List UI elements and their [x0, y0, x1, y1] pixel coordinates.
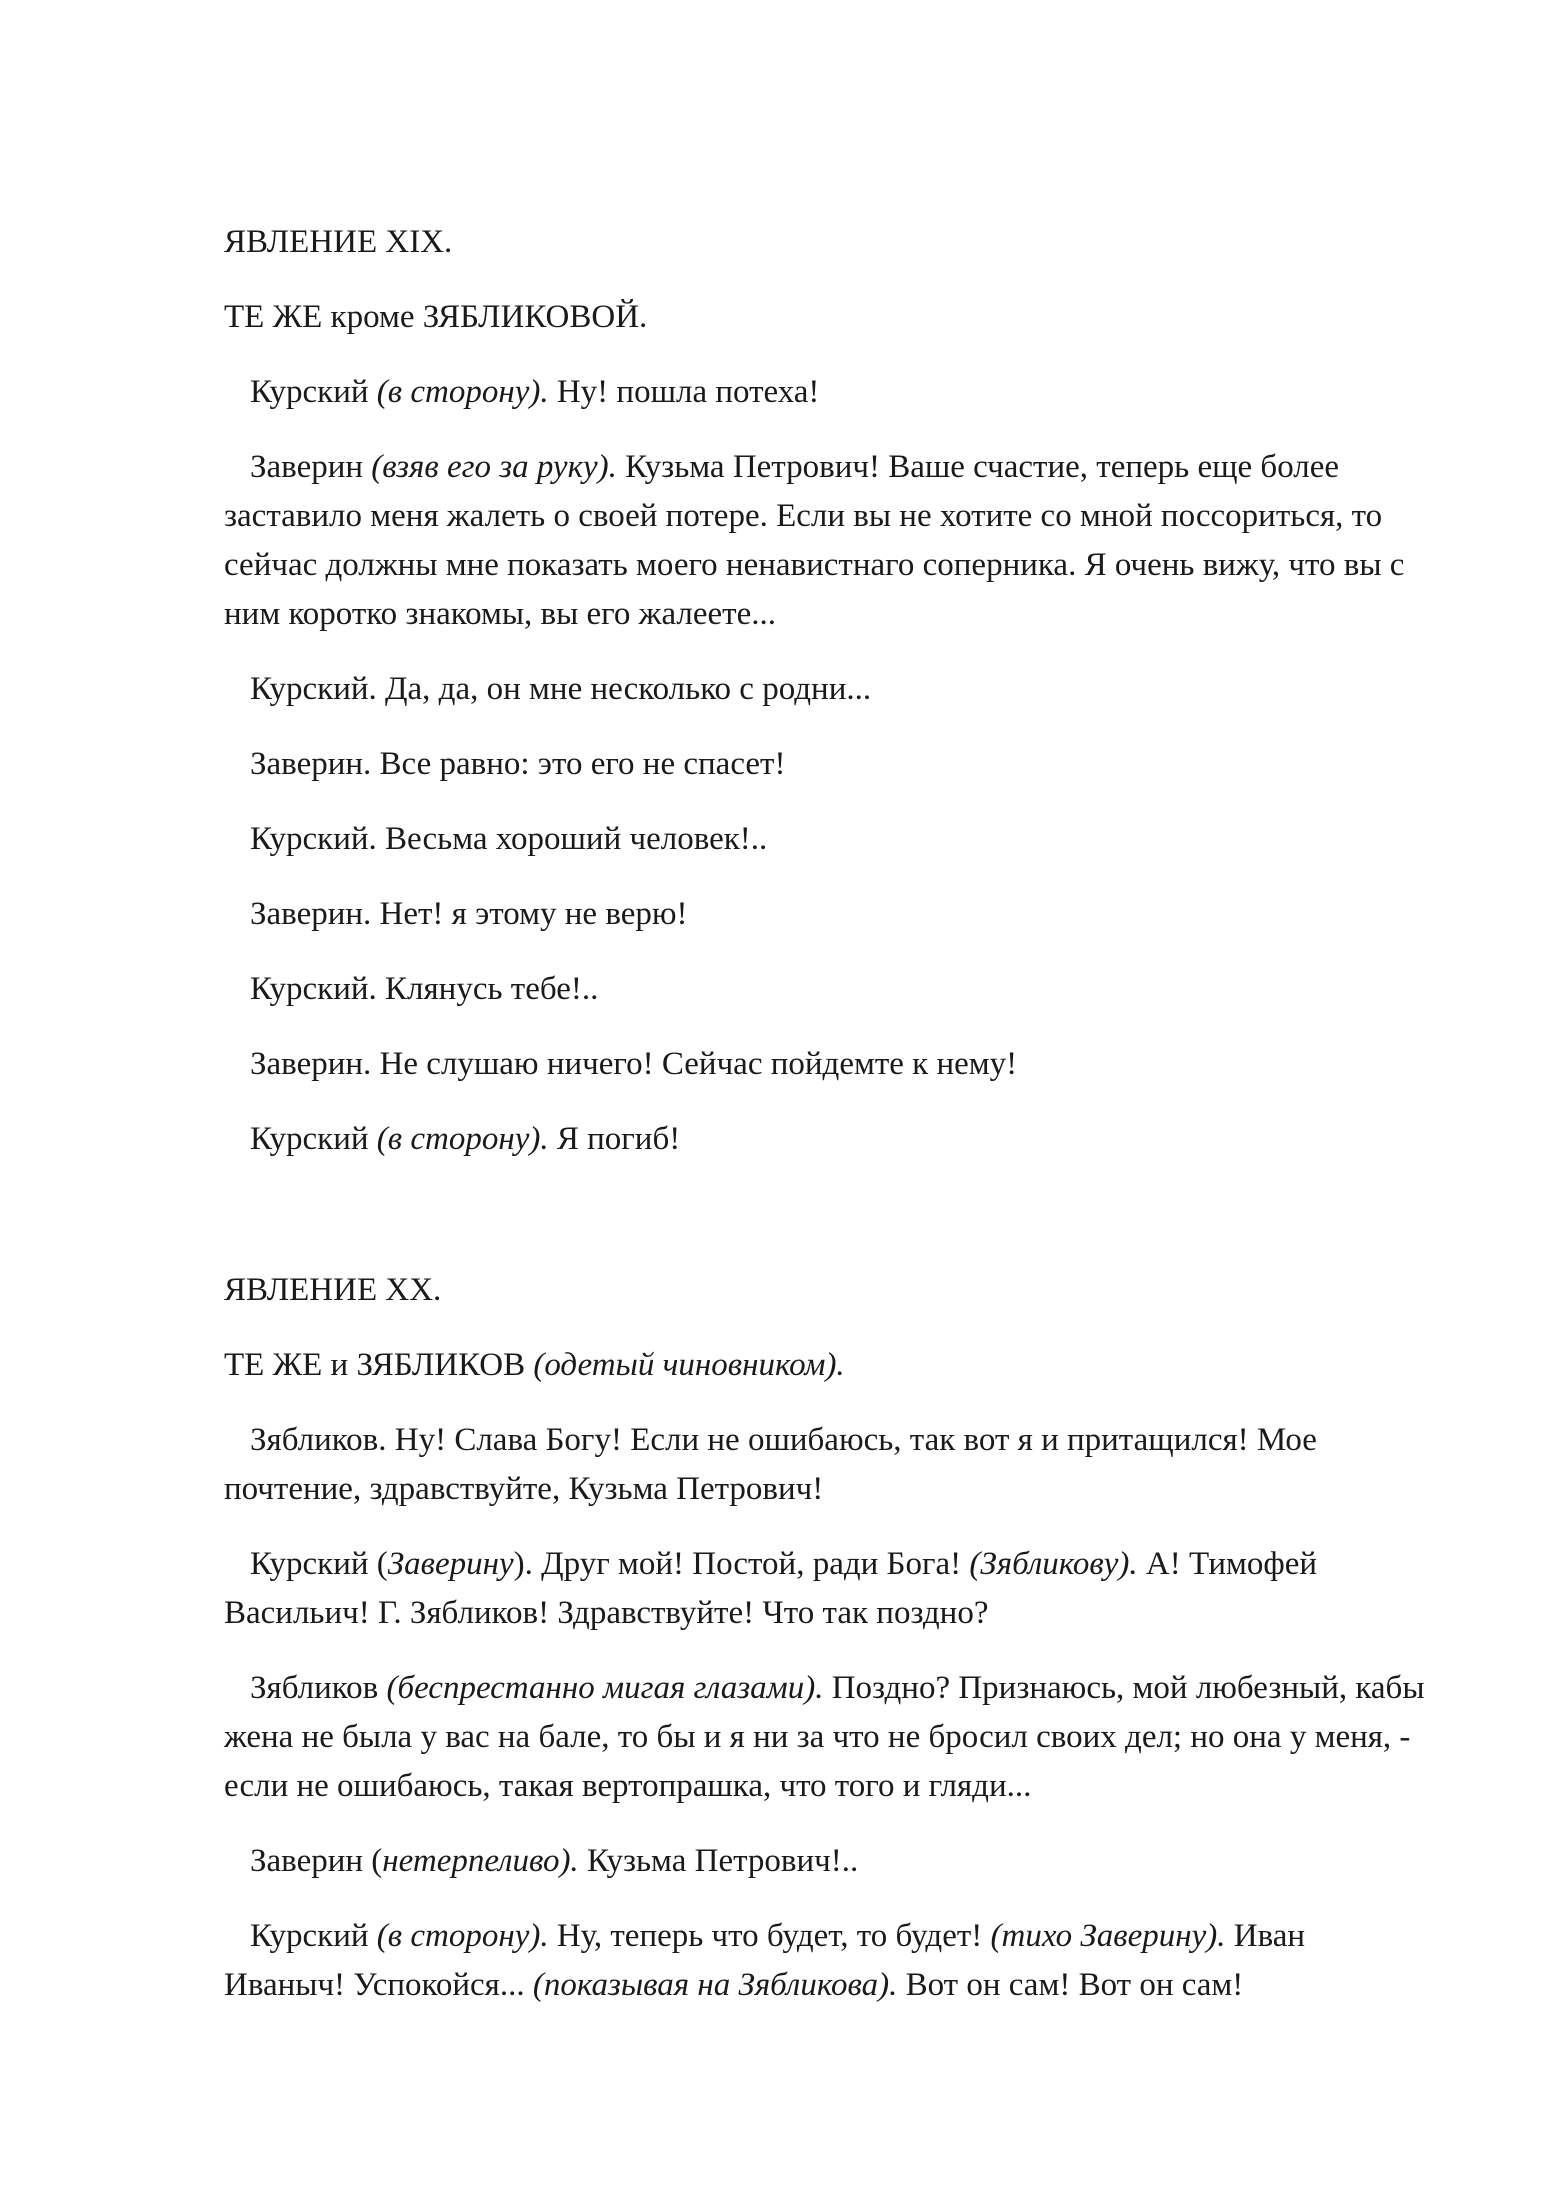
- stage-direction: Заверину: [387, 1546, 514, 1582]
- replica-text: Иван Иваныч! Успокойся...: [224, 1918, 1306, 2003]
- stage-direction: (одетый чиновником).: [533, 1347, 845, 1383]
- replica-20-3: [224, 1664, 1432, 1811]
- replica-text: Заверин. Все равно: это его не спасет!: [250, 746, 786, 782]
- replica-text: Я погиб!: [548, 1121, 681, 1157]
- scene-separator: [224, 1190, 1432, 1266]
- replica-text: Заверин (: [250, 1843, 383, 1879]
- replica-text: Курский (: [250, 1546, 388, 1582]
- replica-text: Курский. Клянусь тебе!..: [250, 971, 599, 1007]
- stage-direction: (в сторону).: [376, 1121, 549, 1157]
- replica-text: Зябликов. Ну! Слава Богу! Если не ошибаюсь, так вот я и притащился! Мое почтение, здравствуйте, Кузьма Петрович!: [224, 1422, 1317, 1507]
- cast-text: ТЕ ЖЕ и ЗЯБЛИКОВ: [224, 1347, 534, 1383]
- scene-heading-19: ЯВЛЕНИЕ XIX.: [224, 224, 453, 260]
- replica-19-4: [224, 740, 1432, 789]
- replica-text: Вот он сам! Вот он сам!: [897, 1967, 1244, 2003]
- replica-19-2: [224, 443, 1432, 639]
- replica-19-6: [224, 890, 1432, 939]
- replica-19-8: [224, 1040, 1432, 1089]
- replica-text: Поздно? Признаюсь, мой любезный, кабы жена не была у вас на бале, то бы и я ни за что не бросил своих дел; но она у меня, - если не ошибаюсь, такая вертопрашка, что того и гляди...: [224, 1670, 1425, 1804]
- replica-20-2: [224, 1540, 1432, 1638]
- replica-text: Курский: [250, 374, 377, 410]
- replica-20-5: [224, 1912, 1432, 2010]
- replica-20-4: [224, 1837, 1432, 1886]
- stage-direction: (тихо Заверину).: [990, 1918, 1226, 1954]
- stage-direction: (показывая на Зябликова).: [532, 1967, 898, 2003]
- replica-text: Заверин: [250, 449, 372, 485]
- scene-cast-20: [224, 1341, 1432, 1390]
- replica-text: Заверин. Нет! я этому не верю!: [250, 896, 688, 932]
- stage-direction: (взяв его за руку).: [371, 449, 617, 485]
- stage-direction: нетерпеливо).: [382, 1843, 579, 1879]
- stage-direction: (Зябликову).: [969, 1546, 1138, 1582]
- replica-19-5: [224, 815, 1432, 864]
- replica-19-3: [224, 665, 1432, 714]
- replica-text: Курский: [250, 1121, 377, 1157]
- replica-19-9: [224, 1115, 1432, 1164]
- replica-text: Ну, теперь что будет, то будет!: [548, 1918, 991, 1954]
- replica-text: Ну! пошла потеха!: [548, 374, 820, 410]
- replica-text: Зябликов: [250, 1670, 387, 1706]
- replica-20-1: [224, 1416, 1432, 1514]
- scene-heading-20: ЯВЛЕНИЕ XX.: [224, 1272, 442, 1308]
- replica-text: А! Тимофей Васильич! Г. Зябликов! Здравствуйте! Что так поздно?: [224, 1546, 1318, 1631]
- replica-text: Кузьма Петрович! Ваше счастие, теперь еще более заставило меня жалеть о своей потере. Если вы не хотите со мной поссориться, то сейчас должны мне показать моего ненавистнаго соперника. Я очень вижу, что вы с ним коротко знакомы, вы его жалеете...: [224, 449, 1405, 632]
- replica-text: Курский. Весьма хороший человек!..: [250, 821, 768, 857]
- replica-text: Кузьма Петрович!..: [578, 1843, 859, 1879]
- replica-19-7: [224, 965, 1432, 1014]
- replica-text: ). Друг мой! Постой, ради Бога!: [513, 1546, 970, 1582]
- stage-direction: (беспрестанно мигая глазами).: [386, 1670, 824, 1706]
- stage-direction: (в сторону).: [376, 374, 549, 410]
- replica-text: Заверин. Не слушаю ничего! Сейчас пойдемте к нему!: [250, 1046, 1018, 1082]
- scene-cast-19: ТЕ ЖЕ кроме ЗЯБЛИКОВОЙ.: [224, 299, 648, 335]
- replica-19-1: [224, 368, 1432, 417]
- replica-text: Курский. Да, да, он мне несколько с родни...: [250, 671, 872, 707]
- stage-direction: (в сторону).: [376, 1918, 549, 1954]
- document-page: [224, 218, 1432, 2036]
- replica-text: Курский: [250, 1918, 377, 1954]
